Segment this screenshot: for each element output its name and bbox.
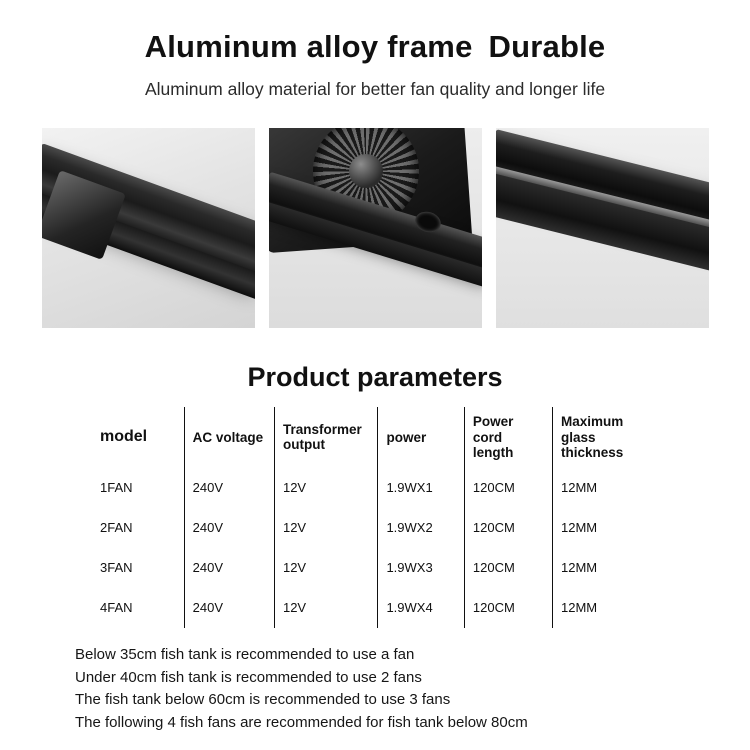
note-line: The following 4 fish fans are recommended for fish tank below 80cm — [75, 714, 528, 732]
table-header-power: power — [378, 407, 464, 468]
cell-maximum-glass-thickness: 12MM — [553, 468, 659, 508]
cell-power: 1.9WX2 — [378, 508, 464, 548]
page-header — [0, 0, 750, 100]
note-line: The fish tank below 60cm is recommended to use 3 fans — [75, 691, 451, 709]
section-title-product-parameters: Product parameters — [247, 362, 503, 393]
cell-ac-voltage: 240V — [184, 508, 274, 548]
cell-model: 3FAN — [92, 548, 184, 588]
cell-power-cord-length: 120CM — [464, 548, 552, 588]
cell-power-cord-length: 120CM — [464, 588, 552, 628]
table-header-power-cord-length: Power cord length — [464, 407, 552, 468]
table-row — [92, 468, 658, 508]
page-title — [0, 28, 750, 65]
cell-transformer-output: 12V — [274, 588, 377, 628]
cell-transformer-output: 12V — [274, 508, 377, 548]
table-row — [92, 508, 658, 548]
page-title-secondary: Durable — [488, 29, 606, 64]
cell-power-cord-length: 120CM — [464, 468, 552, 508]
cell-transformer-output: 12V — [274, 548, 377, 588]
cell-power-cord-length: 120CM — [464, 508, 552, 548]
table-row — [92, 588, 658, 628]
product-photo-aluminum-profile — [42, 128, 255, 328]
page-title-main: Aluminum alloy frame — [144, 29, 473, 64]
table-header-row — [92, 407, 658, 468]
table-header — [92, 407, 658, 468]
cell-power: 1.9WX4 — [378, 588, 464, 628]
recommendation-notes — [75, 644, 675, 735]
cell-maximum-glass-thickness: 12MM — [553, 588, 659, 628]
cell-ac-voltage: 240V — [184, 588, 274, 628]
parameters-table-container — [92, 407, 658, 628]
cell-power: 1.9WX3 — [378, 548, 464, 588]
cell-model: 4FAN — [92, 588, 184, 628]
cell-maximum-glass-thickness: 12MM — [553, 548, 659, 588]
cell-ac-voltage: 240V — [184, 548, 274, 588]
note-line: Below 35cm fish tank is recommended to use a fan — [75, 645, 415, 663]
note-line: Under 40cm fish tank is recommended to use 2 fans — [75, 668, 422, 686]
page-subtitle: Aluminum alloy material for better fan quality and longer life — [144, 79, 606, 100]
cell-model: 1FAN — [92, 468, 184, 508]
table-row — [92, 548, 658, 588]
table-header-transformer-output: Transformer output — [274, 407, 377, 468]
table-header-ac-voltage: AC voltage — [184, 407, 274, 468]
parameters-table — [92, 407, 658, 628]
photo-strip — [0, 128, 750, 328]
cell-transformer-output: 12V — [274, 468, 377, 508]
table-header-model: model — [92, 407, 184, 468]
cell-ac-voltage: 240V — [184, 468, 274, 508]
cell-maximum-glass-thickness: 12MM — [553, 508, 659, 548]
table-header-maximum-glass-thickness: Maximum glass thickness — [553, 407, 659, 468]
cell-power: 1.9WX1 — [378, 468, 464, 508]
table-body — [92, 468, 658, 628]
cell-model: 2FAN — [92, 508, 184, 548]
fan-hub-shape — [349, 154, 383, 188]
product-photo-fan-housing — [269, 128, 482, 328]
product-photo-bracket-edge — [496, 128, 709, 328]
